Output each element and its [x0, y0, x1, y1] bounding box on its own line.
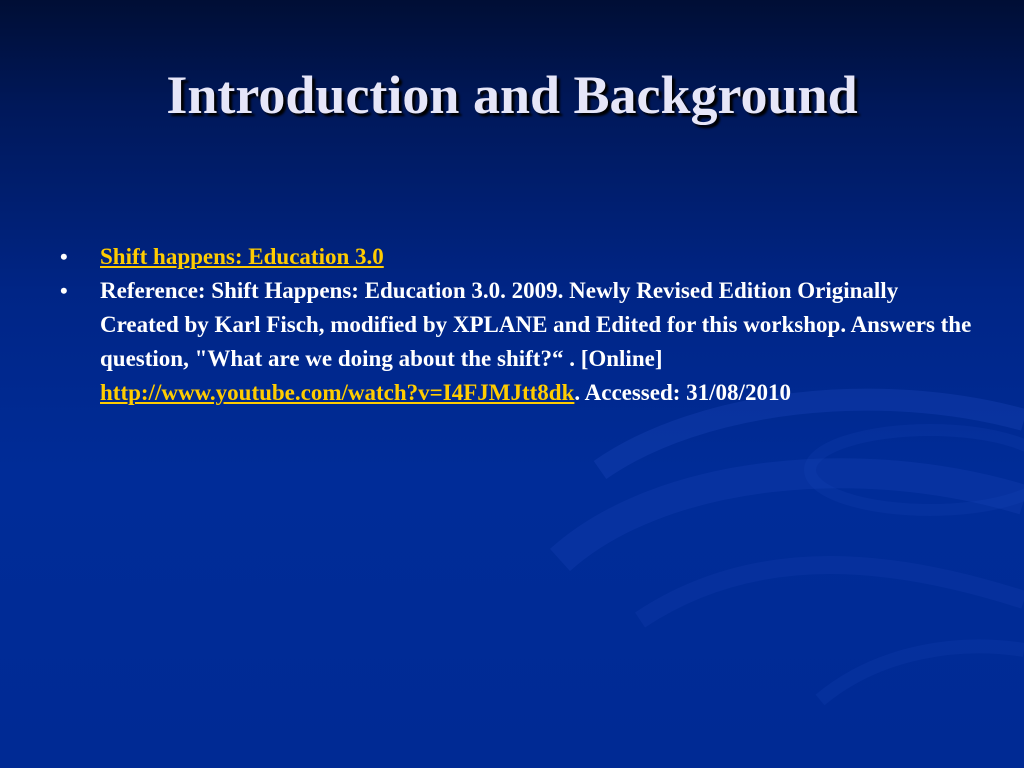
reference-text: Reference: Shift Happens: Education 3.0. 2009. Newly Revised Edition Originally Created by Karl Fisch, modified by XPLANE and Edited for this workshop. Answers the question, "What are we doing about the shift?“ . [Online]: [100, 278, 972, 371]
accessed-text: . Accessed: 31/08/2010: [574, 380, 791, 405]
bullet-marker: •: [60, 244, 68, 269]
bullet-item: [56, 274, 976, 410]
bullet-item: [56, 240, 976, 274]
youtube-link[interactable]: http://www.youtube.com/watch?v=I4FJMJtt8dk: [100, 380, 575, 405]
bullet-marker: •: [60, 278, 68, 303]
shift-happens-link[interactable]: Shift happens: Education 3.0: [100, 244, 384, 269]
bullet-list: [56, 240, 976, 410]
slide-title: Introduction and Background: [166, 65, 858, 125]
